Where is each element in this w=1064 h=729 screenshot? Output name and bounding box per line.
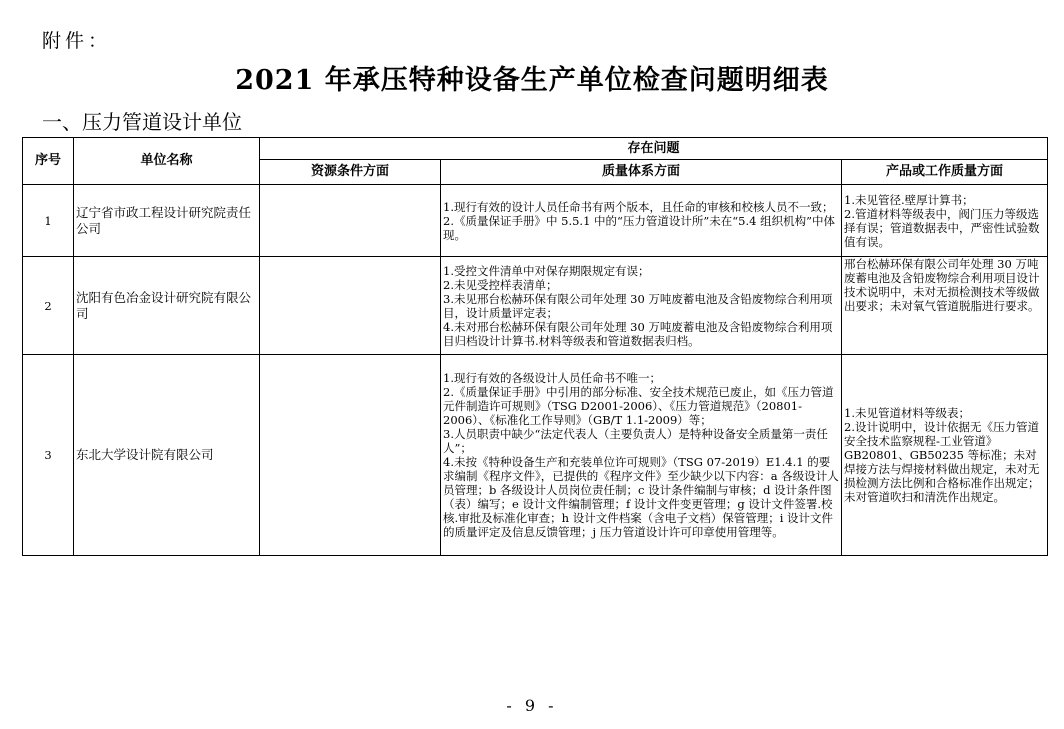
header-issues-group: 存在问题 (260, 138, 1048, 160)
row-index: 3 (23, 355, 74, 556)
header-quality-system: 质量体系方面 (441, 160, 842, 185)
attachment-label: 附件： (42, 30, 112, 52)
product-quality-cell (842, 355, 1048, 556)
unit-name: 沈阳有色冶金设计研究院有限公司 (74, 257, 260, 355)
issue-item: 4.未按《特种设备生产和充装单位许可规则》（TSG 07-2019）E1.4.1 的要求编制《程序文件》，已提供的《程序文件》至少缺少以下内容：a 各级设计人员管理；b 各级设计人员岗位责任制；c 设计条件编制与审核；d 设计条件图（表）编写；e 设计文件编制管理；f 设计文件变更管理；g 设计文件签署.校核.审批及标准化审查；h 设计文件档案（含电子文档）保管管理；i 设计文件的质量评定及信息反馈管理；j 压力管道设计许可印章使用管理等。 (443, 455, 839, 539)
resources-cell (260, 257, 441, 355)
issue-item: 1.现行有效的设计人员任命书有两个版本，且任命的审核和校核人员不一致； (443, 199, 834, 214)
row-index: 1 (23, 185, 74, 257)
table-row (23, 185, 1048, 257)
header-resources: 资源条件方面 (260, 160, 441, 185)
issue-item: 3.未见邢台松赫环保有限公司年处理 30 万吨废蓄电池及含铅废物综合利用项目，设计质量评定表； (443, 291, 833, 320)
issue-item: 2.设计说明中，设计依据无《压力管道安全技术监察规程-工业管道》GB20801、GB50235 等标准；未对焊接方法与焊接材料做出规定，未对无损检测方法比例和合格标准作出规定；未对管道吹扫和清洗作出规定。 (844, 420, 1040, 504)
issue-item: 1.现行有效的各级设计人员任命书不唯一； (443, 371, 661, 385)
table-row (23, 257, 1048, 355)
issue-item: 1.受控文件清单中对保存期限规定有误； (443, 263, 650, 278)
issue-item: 4.未对邢台松赫环保有限公司年处理 30 万吨废蓄电池及含铅废物综合利用项目归档设计计算书.材料等级表和管道数据表归档。 (443, 319, 833, 348)
product-quality-cell (842, 185, 1048, 257)
page-number: - 9 - (506, 696, 558, 715)
quality-system-cell (441, 257, 842, 355)
resources-cell (260, 185, 441, 257)
header-index: 序号 (23, 138, 74, 185)
issue-item: 2.未见受控样表清单； (443, 277, 558, 292)
issue-item: 2.《质量保证手册》中 5.5.1 中的“压力管道设计所”未在“5.4 组织机构”中体现。 (443, 213, 836, 242)
table-row (23, 355, 1048, 556)
issue-item: 2.《质量保证手册》中引用的部分标准、安全技术规范已废止，如《压力管道元件制造许可规则》（TSG D2001-2006）、《压力管道规范》（20801-2006）、《标准化工作导则》（GB/T 1.1-2009）等； (443, 385, 834, 427)
header-product-quality: 产品或工作质量方面 (842, 160, 1048, 185)
header-unit-name: 单位名称 (74, 138, 260, 185)
page-title: 2021 年承压特种设备生产单位检查问题明细表 (235, 65, 829, 96)
issue-item: 2.管道材料等级表中，阀门压力等级选择有误；管道数据表中，严密性试验数值有误。 (844, 206, 1040, 249)
issues-table (22, 137, 1048, 556)
issue-item: 邢台松赫环保有限公司年处理 30 万吨废蓄电池及含铅废物综合利用项目设计技术说明中，未对无损检测技术等级做出要求；未对氧气管道脱脂进行要求。 (844, 257, 1040, 313)
issue-item: 1.未见管径.壁厚计算书； (844, 192, 974, 207)
unit-name: 辽宁省市政工程设计研究院责任公司 (74, 185, 260, 257)
unit-name: 东北大学设计院有限公司 (74, 355, 260, 556)
section-title: 一、压力管道设计单位 (42, 110, 242, 134)
resources-cell (260, 355, 441, 556)
quality-system-cell (441, 355, 842, 556)
product-quality-cell (842, 257, 1048, 355)
issue-item: 1.未见管道材料等级表； (844, 406, 970, 420)
row-index: 2 (23, 257, 74, 355)
quality-system-cell (441, 185, 842, 257)
issue-item: 3.人员职责中缺少“法定代表人（主要负责人）是特种设备安全质量第一责任人”； (443, 427, 828, 455)
